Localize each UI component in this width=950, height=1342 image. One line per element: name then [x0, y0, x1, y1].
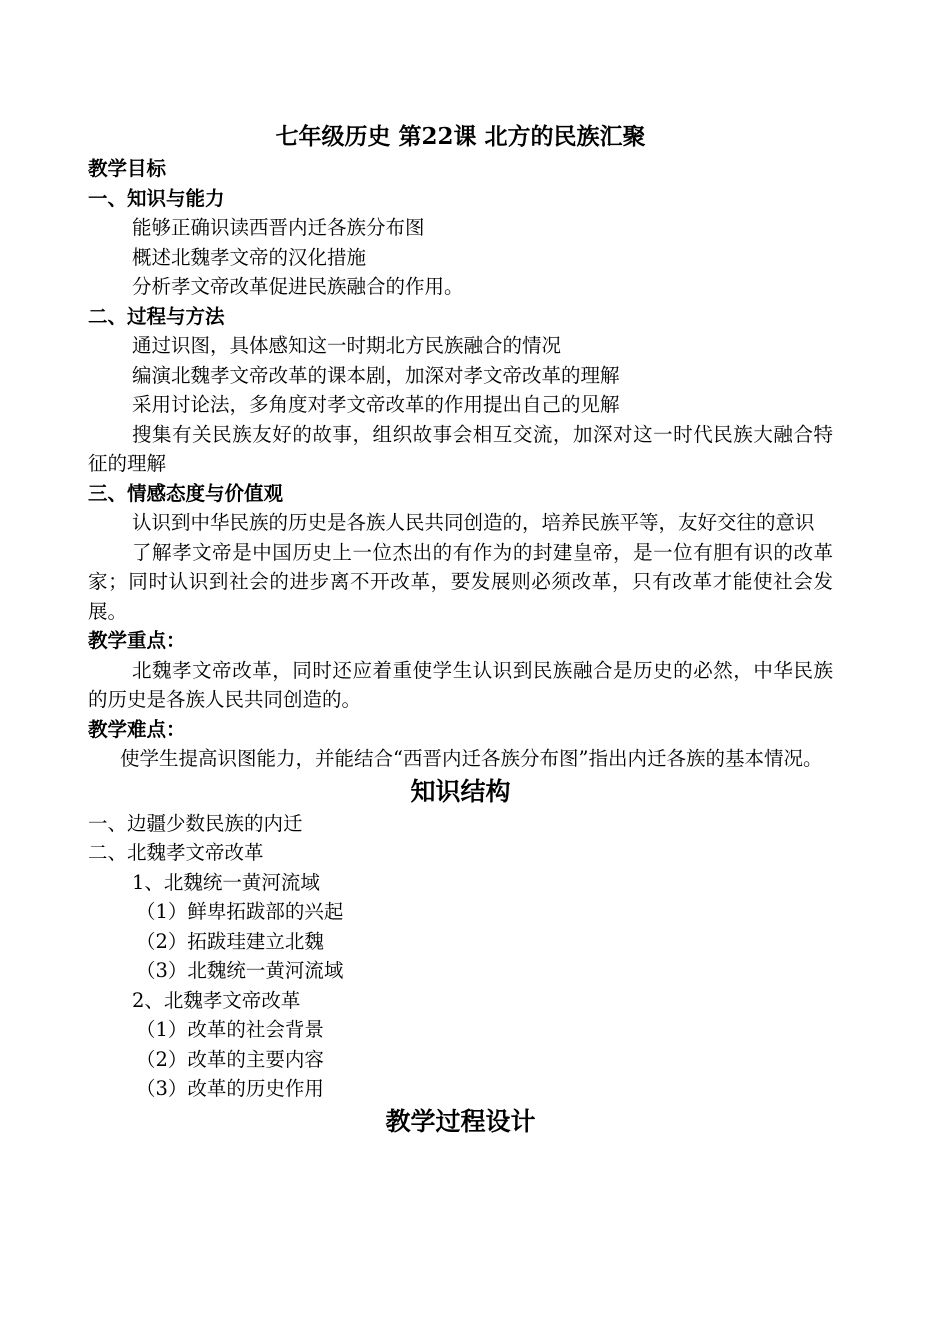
structure-item-level2: 1、北魏统一黄河流域: [132, 870, 320, 894]
section1-item: 概述北魏孝文帝的汉化措施: [132, 245, 367, 269]
structure-item-level3: （2）改革的主要内容: [136, 1047, 324, 1071]
section3-heading: 三、情感态度与价值观: [88, 481, 284, 505]
section2-item: 通过识图，具体感知这一时期北方民族融合的情况: [132, 334, 562, 357]
structure-item-level3: （3）北魏统一黄河流域: [136, 959, 344, 982]
structure-item-level3: （1）鲜卑拓跋部的兴起: [136, 900, 344, 923]
section2-item: 采用讨论法，多角度对孝文帝改革的作用提出自己的见解: [132, 393, 620, 416]
structure-item-level1: 一、边疆少数民族的内迁: [88, 811, 303, 835]
structure-item-level1: 二、北魏孝文帝改革: [88, 841, 264, 864]
section1-heading: 一、知识与能力: [88, 186, 225, 210]
difficulties-text: 使学生提高识图能力，并能结合“西晋内迁各族分布图”指出内迁各族的基本情况。: [120, 747, 823, 770]
section1-item: 能够正确识读西晋内迁各族分布图: [132, 216, 425, 239]
key-points-text: 北魏孝文帝改革，同时还应着重使学生认识到民族融合是历史的必然，中华民族的历史是各族人民共同创造的。: [88, 658, 833, 711]
section3-item: 了解孝文帝是中国历史上一位杰出的有作为的封建皇帝，是一位有胆有识的改革家；同时认识到社会的进步离不开改革，要发展则必须改革，只有改革才能使社会发展。: [88, 540, 833, 623]
structure-item-level3: （2）拓跋珪建立北魏: [136, 929, 324, 953]
document-page: [88, 120, 833, 1139]
structure-item-level3: （1）改革的社会背景: [136, 1018, 324, 1041]
section2-heading: 二、过程与方法: [88, 304, 225, 328]
section1-item: 分析孝文帝改革促进民族融合的作用。: [132, 275, 464, 298]
process-heading: 教学过程设计: [385, 1106, 536, 1136]
goals-heading: 教学目标: [88, 157, 167, 180]
difficulties-heading: 教学难点：: [88, 717, 186, 741]
document-title: 七年级历史 第22课 北方的民族汇聚: [275, 123, 646, 150]
section2-item: 搜集有关民族友好的故事，组织故事会相互交流，加深对这一时代民族大融合特征的理解: [88, 422, 833, 475]
section3-item: 认识到中华民族的历史是各族人民共同创造的，培养民族平等，友好交往的意识: [132, 511, 815, 534]
key-points-heading: 教学重点：: [88, 629, 186, 652]
structure-heading: 知识结构: [410, 776, 511, 806]
section2-item: 编演北魏孝文帝改革的课本剧，加深对孝文帝改革的理解: [132, 363, 620, 387]
structure-item-level2: 2、北魏孝文帝改革: [132, 988, 301, 1012]
structure-item-level3: （3）改革的历史作用: [136, 1077, 324, 1100]
